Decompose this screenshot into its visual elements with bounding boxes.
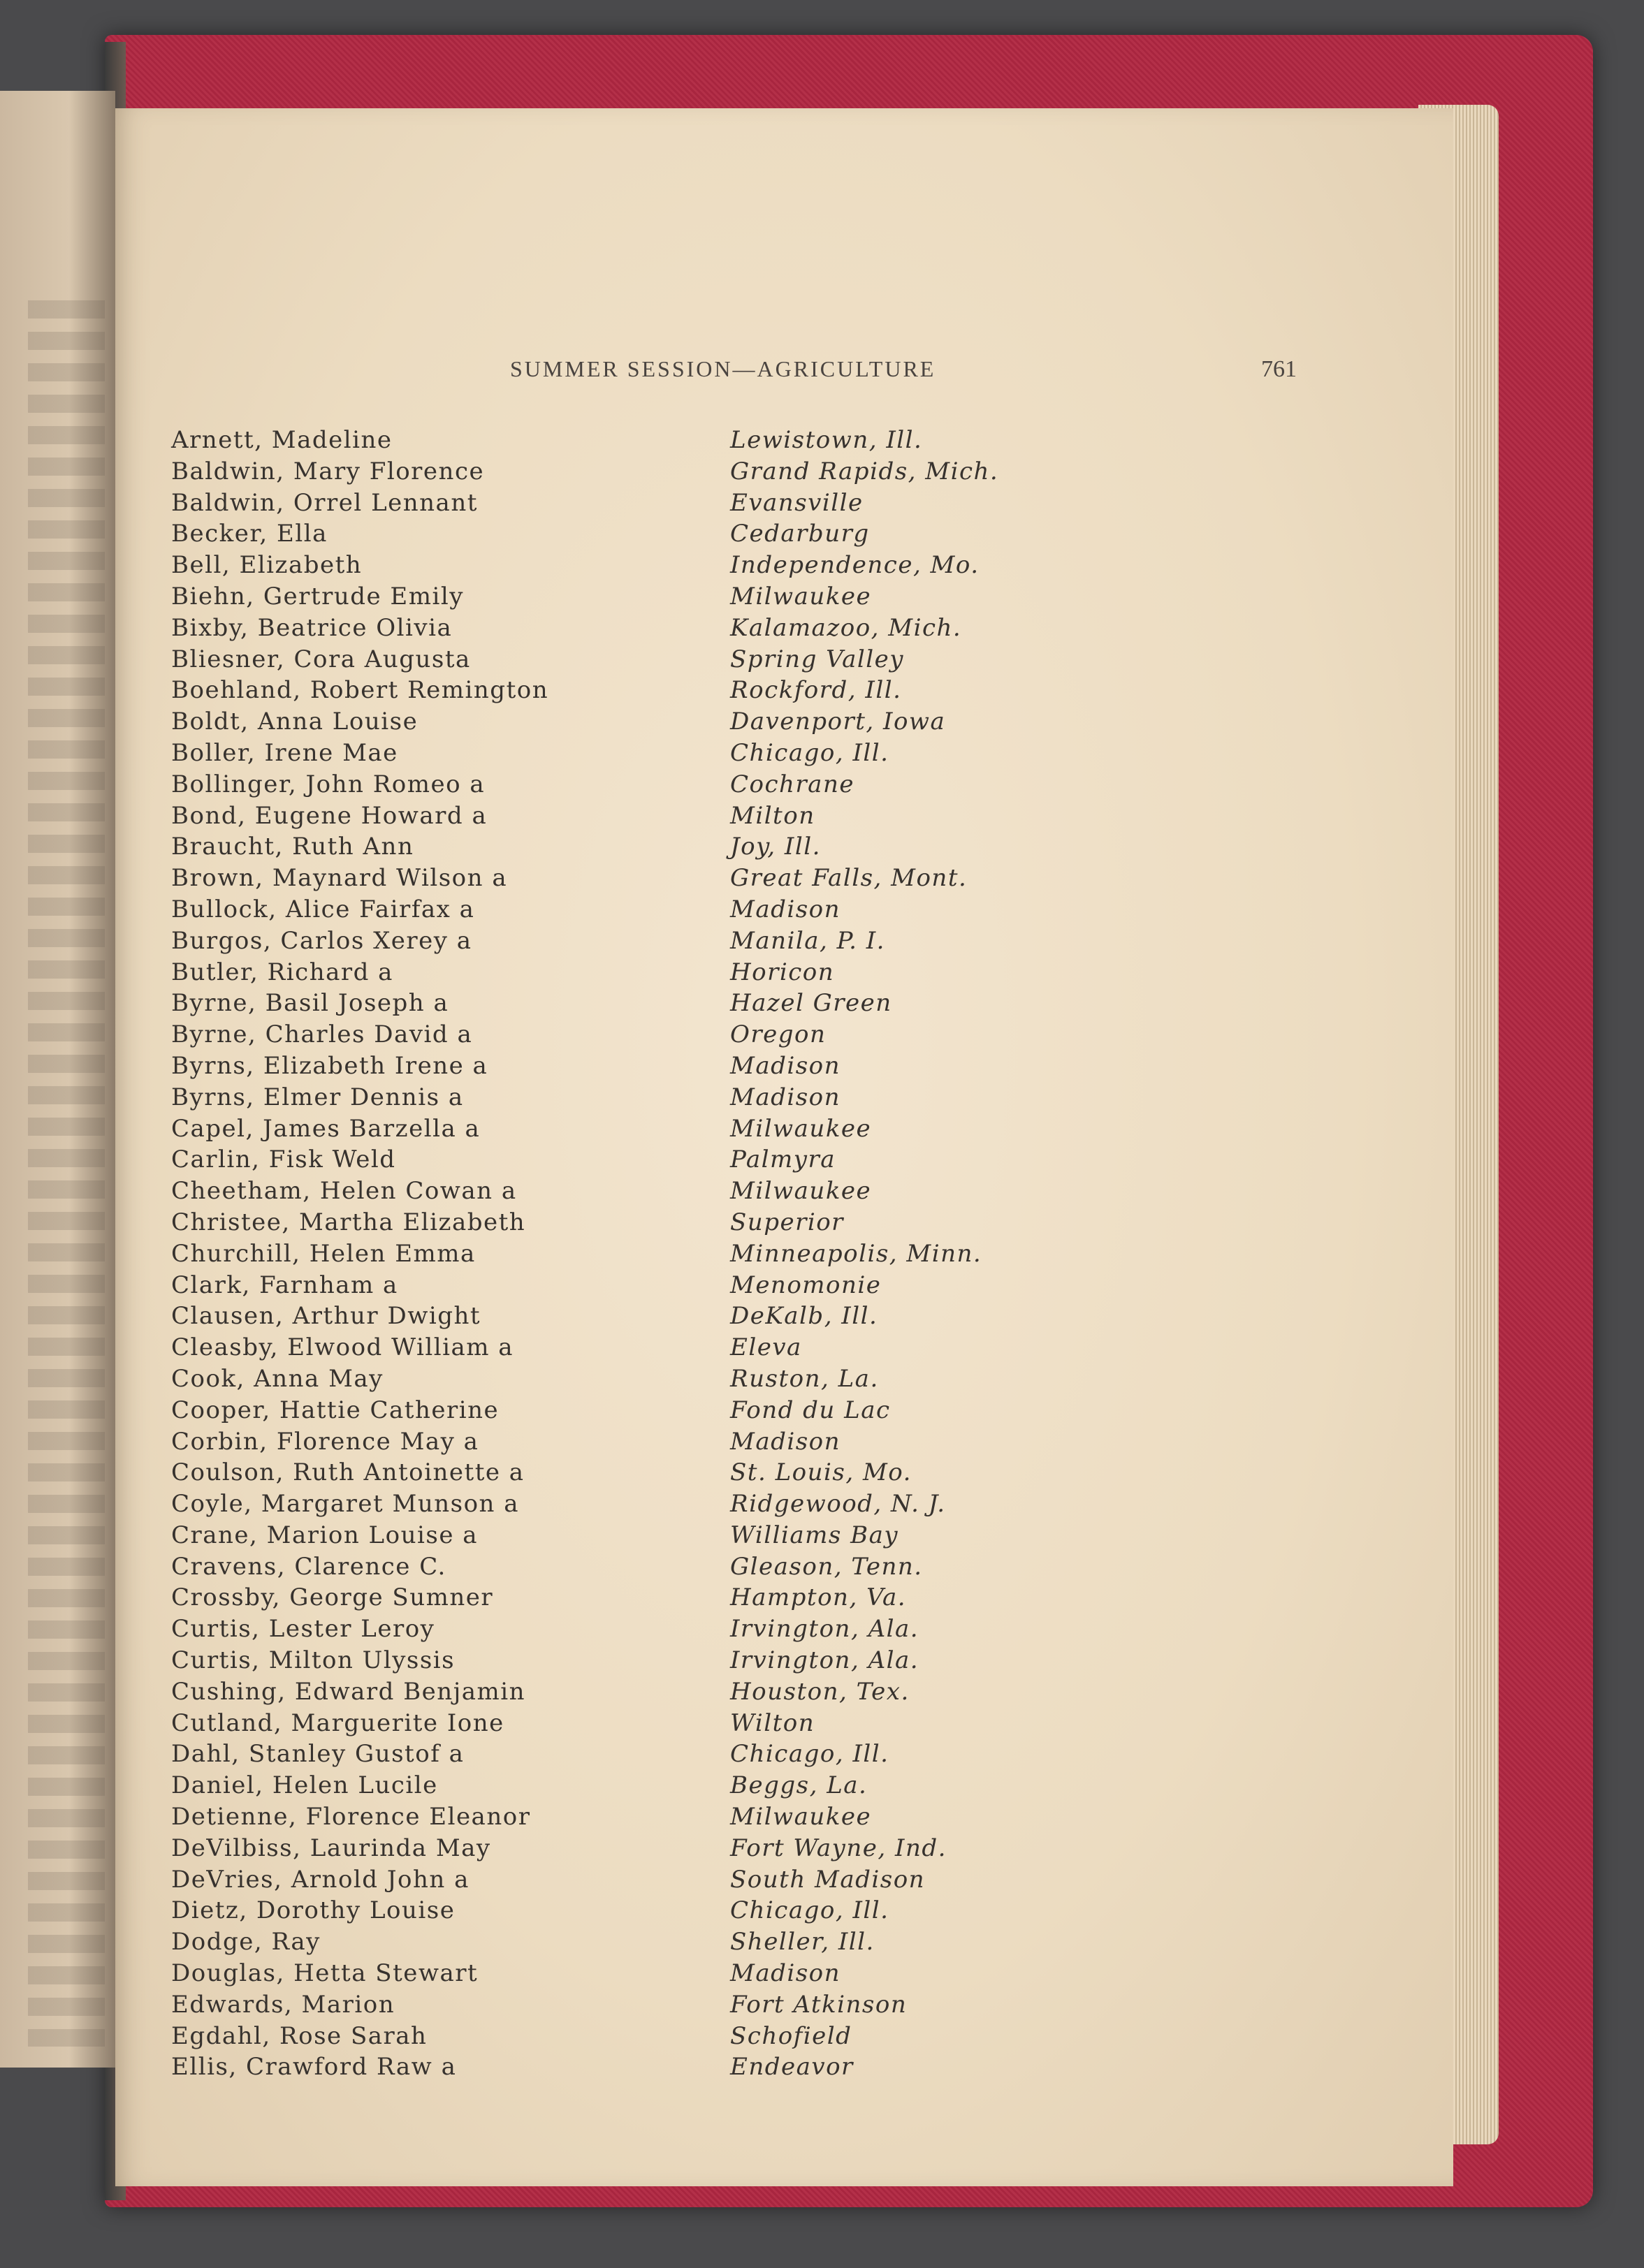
student-hometown: Milwaukee [730, 1177, 872, 1206]
student-name: DeVilbiss, Laurinda May [171, 1834, 491, 1862]
student-hometown: Ridgewood, N. J. [730, 1490, 946, 1519]
list-item [115, 1928, 1453, 1959]
student-hometown: Great Falls, Mont. [730, 864, 968, 893]
list-item [115, 645, 1453, 677]
student-name: Bullock, Alice Fairfax a [171, 895, 475, 923]
student-name: Coyle, Margaret Munson a [171, 1490, 520, 1519]
student-hometown: Chicago, Ill. [730, 738, 889, 767]
student-hometown: Madison [730, 1427, 841, 1456]
student-hometown: Milwaukee [730, 1114, 872, 1143]
student-name: Cook, Anna May [171, 1364, 384, 1393]
student-hometown: Kalamazoo, Mich. [730, 613, 962, 642]
student-hometown: Grand Rapids, Mich. [730, 457, 999, 485]
student-name: Churchill, Helen Emma [171, 1239, 476, 1268]
list-item [115, 1646, 1453, 1678]
student-name: Ellis, Crawford Raw a [171, 2053, 457, 2082]
list-item [115, 1553, 1453, 1584]
student-name: Cheetham, Helen Cowan a [171, 1177, 517, 1206]
student-hometown: South Madison [730, 1865, 926, 1894]
student-hometown: Schofield [730, 2021, 852, 2050]
list-item [115, 1834, 1453, 1866]
student-name: Baldwin, Mary Florence [171, 457, 485, 485]
student-hometown: Chicago, Ill. [730, 1740, 889, 1769]
student-name: Butler, Richard a [171, 958, 393, 986]
student-name: Dahl, Stanley Gustof a [171, 1740, 465, 1769]
student-name: Crossby, George Sumner [171, 1583, 494, 1612]
student-hometown: Houston, Tex. [730, 1677, 910, 1706]
student-name: Biehn, Gertrude Emily [171, 582, 464, 610]
student-hometown: Fort Wayne, Ind. [730, 1834, 947, 1862]
student-hometown: Independence, Mo. [730, 551, 980, 580]
student-name: Bollinger, John Romeo a [171, 770, 486, 798]
student-hometown: Endeavor [730, 2053, 854, 2082]
student-hometown: Milton [730, 801, 815, 830]
list-item [115, 1333, 1453, 1365]
student-hometown: Irvington, Ala. [730, 1615, 919, 1644]
list-item [115, 1115, 1453, 1146]
student-name: Clark, Farnham a [171, 1271, 398, 1299]
student-name: Cleasby, Elwood William a [171, 1333, 514, 1362]
list-item [115, 1521, 1453, 1553]
list-item [115, 708, 1453, 739]
list-item [115, 1583, 1453, 1615]
student-name: Egdahl, Rose Sarah [171, 2021, 428, 2050]
list-item [115, 1771, 1453, 1803]
student-name: Brown, Maynard Wilson a [171, 864, 508, 893]
list-item [115, 1208, 1453, 1240]
student-hometown: Madison [730, 1083, 841, 1111]
list-item [115, 864, 1453, 895]
student-name: Edwards, Marion [171, 1990, 395, 2019]
list-item [115, 1458, 1453, 1490]
list-item [115, 426, 1453, 458]
book-page [115, 108, 1453, 2186]
list-item [115, 1803, 1453, 1834]
list-item [115, 927, 1453, 958]
student-hometown: Gleason, Tenn. [730, 1552, 923, 1581]
student-name: Bond, Eugene Howard a [171, 801, 488, 830]
list-item [115, 1740, 1453, 1771]
list-item [115, 1959, 1453, 1991]
student-list [115, 426, 1453, 2084]
student-name: Capel, James Barzella a [171, 1114, 481, 1143]
student-name: Byrns, Elmer Dennis a [171, 1083, 464, 1111]
student-hometown: Milwaukee [730, 1803, 872, 1831]
student-name: Byrne, Charles David a [171, 1020, 473, 1049]
student-hometown: Sheller, Ill. [730, 1928, 875, 1956]
student-hometown: Minneapolis, Minn. [730, 1239, 982, 1268]
student-name: Bixby, Beatrice Olivia [171, 613, 453, 642]
student-hometown: Madison [730, 1051, 841, 1080]
student-name: Cutland, Marguerite Ione [171, 1709, 504, 1737]
student-hometown: Lewistown, Ill. [730, 426, 923, 454]
list-item [115, 833, 1453, 864]
list-item [115, 1177, 1453, 1208]
student-hometown: Beggs, La. [730, 1771, 868, 1800]
student-name: Curtis, Lester Leroy [171, 1615, 435, 1644]
list-item [115, 1083, 1453, 1115]
list-item [115, 1991, 1453, 2022]
list-item [115, 895, 1453, 927]
student-name: Becker, Ella [171, 520, 328, 548]
student-name: Cushing, Edward Benjamin [171, 1677, 526, 1706]
student-hometown: Eleva [730, 1333, 802, 1362]
student-name: Arnett, Madeline [171, 426, 393, 454]
student-name: Byrns, Elizabeth Irene a [171, 1051, 488, 1080]
list-item [115, 1396, 1453, 1428]
list-item [115, 1240, 1453, 1271]
list-item [115, 1678, 1453, 1709]
student-name: Clausen, Arthur Dwight [171, 1302, 481, 1331]
student-hometown: Fond du Lac [730, 1396, 891, 1424]
list-item [115, 583, 1453, 614]
list-item [115, 1615, 1453, 1646]
student-name: Boller, Irene Mae [171, 738, 398, 767]
student-hometown: Oregon [730, 1020, 827, 1049]
list-item [115, 958, 1453, 990]
page-number: 761 [1261, 356, 1297, 382]
list-item [115, 1365, 1453, 1396]
student-hometown: Ruston, La. [730, 1364, 879, 1393]
student-hometown: Hampton, Va. [730, 1583, 907, 1612]
list-item [115, 1020, 1453, 1052]
student-name: Crane, Marion Louise a [171, 1521, 479, 1549]
list-item [115, 2053, 1453, 2084]
student-hometown: Superior [730, 1208, 844, 1236]
list-item [115, 1896, 1453, 1928]
student-name: Bliesner, Cora Augusta [171, 645, 471, 673]
student-name: Boldt, Anna Louise [171, 708, 419, 736]
list-item [115, 1271, 1453, 1303]
student-hometown: Milwaukee [730, 582, 872, 610]
student-hometown: Madison [730, 1959, 841, 1988]
student-hometown: Palmyra [730, 1146, 836, 1174]
student-name: Byrne, Basil Joseph a [171, 989, 449, 1018]
student-hometown: St. Louis, Mo. [730, 1458, 912, 1487]
list-item [115, 551, 1453, 583]
student-name: Douglas, Hetta Stewart [171, 1959, 479, 1988]
list-item [115, 458, 1453, 489]
student-name: Bell, Elizabeth [171, 551, 363, 580]
student-name: Christee, Martha Elizabeth [171, 1208, 526, 1236]
list-item [115, 1052, 1453, 1083]
list-item [115, 2022, 1453, 2054]
bleed-through-text [28, 300, 105, 2047]
student-name: Dietz, Dorothy Louise [171, 1896, 456, 1925]
student-name: Braucht, Ruth Ann [171, 833, 414, 861]
list-item [115, 1302, 1453, 1333]
student-name: Detienne, Florence Eleanor [171, 1803, 531, 1831]
student-hometown: Horicon [730, 958, 835, 986]
list-item [115, 802, 1453, 833]
list-item [115, 1428, 1453, 1459]
student-hometown: Davenport, Iowa [730, 708, 946, 736]
list-item [115, 1146, 1453, 1177]
student-name: Carlin, Fisk Weld [171, 1146, 396, 1174]
student-hometown: DeKalb, Ill. [730, 1302, 878, 1331]
student-name: Dodge, Ray [171, 1928, 321, 1956]
student-hometown: Cedarburg [730, 520, 870, 548]
page-header [115, 356, 1453, 391]
student-hometown: Wilton [730, 1709, 815, 1737]
student-hometown: Cochrane [730, 770, 854, 798]
student-hometown: Joy, Ill. [730, 833, 821, 861]
student-name: DeVries, Arnold John a [171, 1865, 470, 1894]
student-name: Burgos, Carlos Xerey a [171, 926, 472, 955]
student-hometown: Hazel Green [730, 989, 892, 1018]
student-name: Cravens, Clarence C. [171, 1552, 446, 1581]
list-item [115, 739, 1453, 770]
previous-page-edge [0, 91, 115, 2068]
list-item [115, 676, 1453, 708]
student-hometown: Rockford, Ill. [730, 676, 902, 705]
list-item [115, 770, 1453, 802]
student-hometown: Evansville [730, 488, 864, 517]
list-item [115, 520, 1453, 551]
student-hometown: Fort Atkinson [730, 1990, 908, 2019]
student-name: Baldwin, Orrel Lennant [171, 488, 478, 517]
student-hometown: Menomonie [730, 1271, 882, 1299]
list-item [115, 489, 1453, 520]
student-name: Corbin, Florence May a [171, 1427, 479, 1456]
student-name: Boehland, Robert Remington [171, 676, 549, 705]
list-item [115, 1490, 1453, 1521]
student-hometown: Chicago, Ill. [730, 1896, 889, 1925]
list-item [115, 1866, 1453, 1897]
running-head: SUMMER SESSION—AGRICULTURE [510, 356, 936, 381]
student-name: Coulson, Ruth Antoinette a [171, 1458, 525, 1487]
student-name: Cooper, Hattie Catherine [171, 1396, 500, 1424]
student-hometown: Madison [730, 895, 841, 923]
list-item [115, 614, 1453, 645]
student-hometown: Williams Bay [730, 1521, 899, 1549]
student-name: Daniel, Helen Lucile [171, 1771, 438, 1800]
student-hometown: Spring Valley [730, 645, 904, 673]
student-hometown: Irvington, Ala. [730, 1646, 919, 1675]
list-item [115, 989, 1453, 1020]
student-name: Curtis, Milton Ulyssis [171, 1646, 456, 1675]
student-hometown: Manila, P. I. [730, 926, 885, 955]
list-item [115, 1709, 1453, 1741]
